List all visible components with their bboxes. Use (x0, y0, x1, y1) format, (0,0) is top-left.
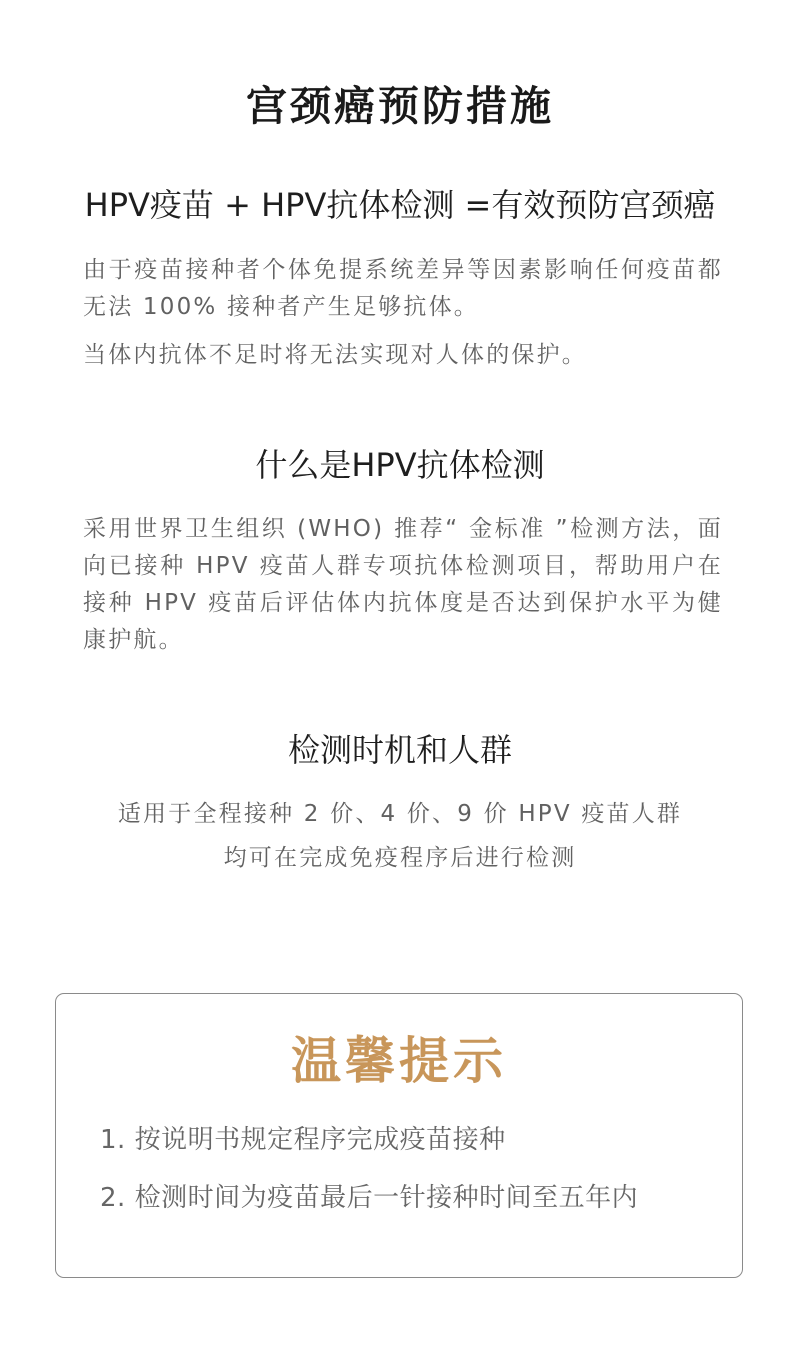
tips-box (55, 993, 743, 1278)
antibody-test-paragraph: 采用世界卫生组织 (WHO) 推荐“ 金标准 ”检测方法，面向已接种 HPV 疫苗人群专项抗体检测项目，帮助用户在接种 HPV 疫苗后评估体内抗体度是否达到保护水平为健康护航。 (83, 516, 723, 653)
section-timing-subtitle: 检测时机和人群 (287, 731, 512, 769)
timing-line-2: 均可在完成免疫程序后进行检测 (223, 845, 577, 871)
page-title: 宫颈癌预防措施 (246, 82, 554, 130)
timing-line-1: 适用于全程接种 2 价、4 价、9 价 HPV 疫苗人群 (117, 801, 683, 827)
tips-item-1: 1. 按说明书规定程序完成疫苗接种 (100, 1125, 506, 1155)
section-prevention-subtitle: HPV疫苗 + HPV抗体检测 =有效预防宫颈癌 (84, 186, 716, 224)
tips-item-2: 2. 检测时间为疫苗最后一针接种时间至五年内 (100, 1183, 639, 1213)
section-antibody-test-subtitle: 什么是HPV抗体检测 (255, 446, 545, 484)
prevention-paragraph-1: 由于疫苗接种者个体免提系统差异等因素影响任何疫苗都无法 100% 接种者产生足够抗体。 (83, 257, 723, 320)
tips-title: 温馨提示 (291, 1032, 507, 1090)
prevention-paragraph-2: 当体内抗体不足时将无法实现对人体的保护。 (83, 342, 587, 368)
